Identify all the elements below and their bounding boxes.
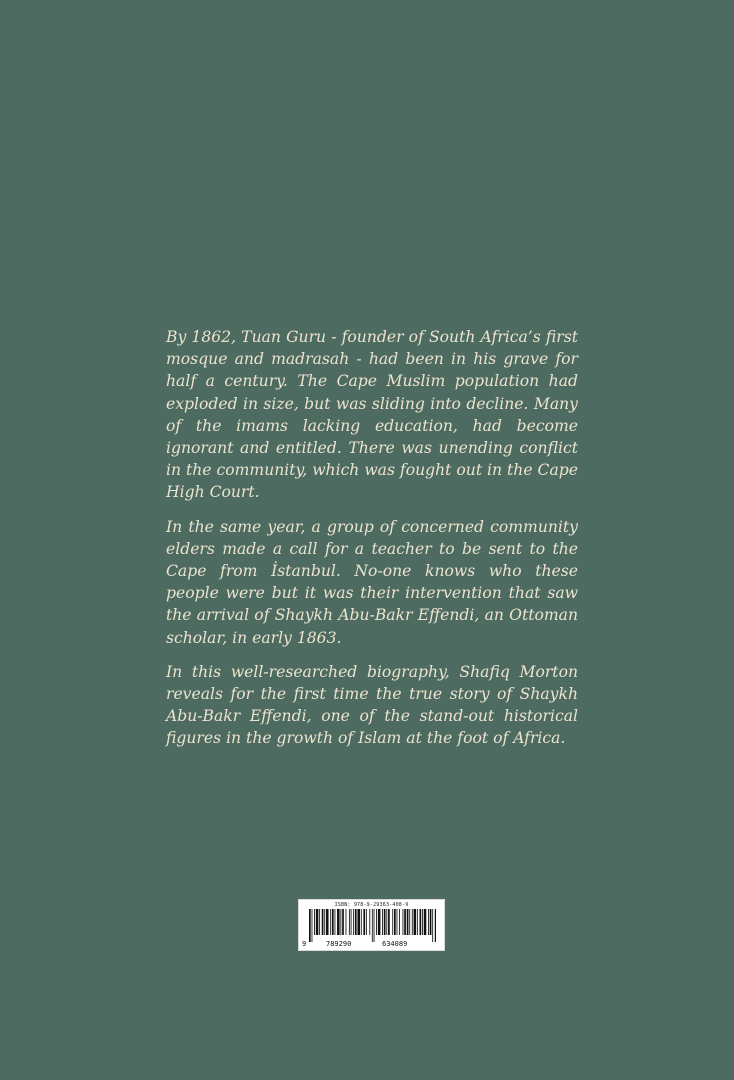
isbn-barcode xyxy=(298,899,445,951)
barcode-bar xyxy=(372,909,373,942)
barcode-bar xyxy=(309,909,311,942)
barcode-bar xyxy=(412,909,413,935)
barcode-bar xyxy=(332,909,334,935)
barcode-bar xyxy=(342,909,344,935)
isbn-number: ISBN: 978-9-29363-408-9 xyxy=(334,902,409,908)
barcode-bar xyxy=(369,909,370,935)
barcode-bar xyxy=(378,909,381,935)
barcode-bar xyxy=(417,909,418,935)
barcode-bar xyxy=(407,909,409,935)
barcode-bar xyxy=(335,909,336,935)
barcode-bar xyxy=(376,909,377,935)
barcode-bar xyxy=(337,909,340,935)
barcode-bar xyxy=(330,909,331,935)
blurb-paragraph-3: In this well-researched biography, Shafiq Morton reveals for the first time the true story of Shaykh Abu-Bakr Effendi, one of the stand-out historical figures in the growth of Islam at the foot of Africa. xyxy=(166,662,578,748)
barcode-bar xyxy=(322,909,324,935)
barcode-digits xyxy=(299,939,444,948)
barcode-bar xyxy=(351,909,352,935)
barcode-bar xyxy=(397,909,398,935)
barcode-bar xyxy=(326,909,329,935)
barcode-bar xyxy=(435,909,436,942)
barcode-bar xyxy=(404,909,406,935)
barcode-bar xyxy=(409,909,410,935)
barcode-bars xyxy=(309,909,436,942)
barcode-bar xyxy=(314,909,315,935)
barcode-bar xyxy=(366,909,367,935)
barcode-bar xyxy=(428,909,429,935)
barcode-bar xyxy=(382,909,383,935)
barcode-bar xyxy=(361,909,362,935)
barcode-bar xyxy=(319,909,320,935)
barcode-bar xyxy=(357,909,360,935)
barcode-bar xyxy=(424,909,427,935)
barcode-bar xyxy=(340,909,341,935)
barcode-bar xyxy=(420,909,422,935)
barcode-left-group: 789290 xyxy=(326,940,352,948)
barcode-bar xyxy=(388,909,390,935)
barcode-bar xyxy=(394,909,396,935)
barcode-bar xyxy=(316,909,319,935)
barcode-bar xyxy=(403,909,404,935)
barcode-bar xyxy=(399,909,400,935)
barcode-bar xyxy=(422,909,423,935)
barcode-bar xyxy=(355,909,357,935)
barcode-bar xyxy=(353,909,354,935)
barcode-bar xyxy=(386,909,387,935)
barcode-bar xyxy=(432,909,433,942)
barcode-bar xyxy=(363,909,365,935)
barcode-bar xyxy=(384,909,386,935)
barcode-bar xyxy=(430,909,432,935)
barcode-right-group: 634089 xyxy=(382,940,408,948)
barcode-bar xyxy=(374,909,375,942)
barcode-bar xyxy=(346,909,347,935)
barcode-bar xyxy=(324,909,325,935)
blurb-paragraph-2: In the same year, a group of concerned community elders made a call for a teacher to be sent to the Cape from İstanbul. No-one knows who these people were but it was their intervention that saw the arrival of Shaykh Abu-Bakr Effendi, an Ottoman scholar, in early 1863. xyxy=(166,517,578,647)
barcode-lead-digit: 9 xyxy=(302,940,307,948)
blurb-text xyxy=(166,326,578,762)
barcode-bar xyxy=(312,909,313,942)
barcode-bar xyxy=(414,909,417,935)
barcode-bar xyxy=(349,909,350,935)
barcode-bar xyxy=(392,909,393,935)
blurb-paragraph-1: By 1862, Tuan Guru - founder of South Africa’s first mosque and madrasah - had been in his grave for half a century. The Cape Muslim population had exploded in size, but was sliding into decline. Many of the imams lacking education, had become ignorant and entitled. There was unending conflict in the community, which was fought out in the Cape High Court. xyxy=(166,328,578,502)
